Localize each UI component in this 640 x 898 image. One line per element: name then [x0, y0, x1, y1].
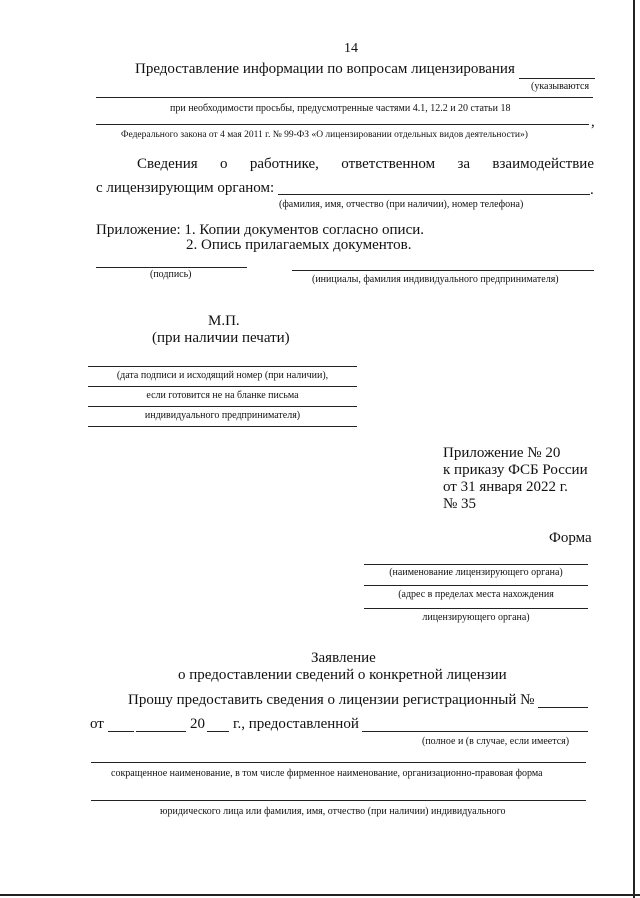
stamp-condition: (при наличии печати): [152, 330, 290, 346]
info-note-line-1: при необходимости просьбы, предусмотренные частями 4.1, 12.2 и 20 статьи 18: [170, 103, 511, 114]
employee-line-1: [137, 157, 594, 172]
statement-blank-line-1: [91, 762, 586, 763]
statement-year-prefix: 20: [190, 716, 205, 732]
appendix-line-1: Приложение № 20: [443, 445, 561, 461]
info-title-blank: [519, 78, 595, 79]
page-edge-right: [633, 0, 635, 898]
statement-from-label: от: [90, 716, 104, 732]
date-month-blank: [136, 731, 186, 732]
statement-title: Заявление: [311, 650, 376, 666]
page-edge-bottom: [0, 894, 640, 896]
date-caption-2: если готовится не на бланке письма: [146, 390, 299, 401]
name-line: [292, 270, 594, 271]
date-line-2: [88, 386, 357, 387]
date-line-1: [88, 366, 357, 367]
date-caption-3: индивидуального предпринимателя): [144, 410, 301, 421]
attachments-item-1: Приложение: 1. Копии документов согласно описи.: [96, 222, 425, 238]
employee-word: о: [220, 156, 228, 172]
statement-request: Прошу предоставить сведения о лицензии регистрационный №: [128, 692, 535, 708]
info-note-line-2: Федерального закона от 4 мая 2011 г. № 99-ФЗ «О лицензировании отдельных видов деятельности»): [121, 130, 528, 140]
statement-caption-2: сокращенное наименование, в том числе фирменное наименование, организационно-правовая форма: [111, 768, 543, 779]
info-title: Предоставление информации по вопросам лицензирования: [135, 61, 515, 77]
addressee-line-2: [364, 585, 588, 586]
signature-line: [96, 267, 247, 268]
info-blank-line-2: [96, 124, 589, 125]
employee-trailing-dot: .: [590, 182, 594, 198]
addressee-line-3: [364, 608, 588, 609]
employee-line-2: с лицензирующим органом:: [96, 180, 275, 196]
date-caption-1: (дата подписи и исходящий номер (при наличии),: [116, 370, 329, 381]
date-day-blank: [108, 731, 134, 732]
appendix-line-3: от 31 января 2022 г.: [443, 479, 568, 495]
signature-caption: (подпись): [150, 269, 192, 280]
stamp-label: М.П.: [208, 313, 240, 329]
statement-caption-3: юридического лица или фамилия, имя, отчество (при наличии) индивидуального: [160, 806, 506, 817]
license-number-blank: [538, 707, 588, 708]
employee-word: взаимодействие: [492, 156, 594, 172]
appendix-line-4: № 35: [443, 496, 477, 512]
addressee-caption-2: (адрес в пределах места нахождения: [398, 589, 554, 600]
employee-word: Сведения: [137, 156, 198, 172]
form-label: Форма: [549, 530, 592, 546]
name-caption: (инициалы, фамилия индивидуального предпринимателя): [312, 274, 559, 285]
statement-blank-line-2: [91, 800, 586, 801]
statement-caption-1: (полное и (в случае, если имеется): [422, 736, 570, 747]
employee-caption: (фамилия, имя, отчество (при наличии), номер телефона): [279, 199, 524, 210]
employee-blank-line: [278, 194, 590, 195]
licensee-name-blank: [362, 731, 588, 732]
employee-word: работнике,: [249, 156, 319, 172]
statement-year-suffix: г., предоставленной: [233, 716, 359, 732]
attachments-item-2: 2. Опись прилагаемых документов.: [186, 237, 412, 253]
appendix-line-2: к приказу ФСБ России: [443, 462, 588, 478]
statement-subtitle: о предоставлении сведений о конкретной лицензии: [178, 667, 507, 683]
info-blank-line-1: [96, 97, 593, 98]
employee-word: за: [457, 156, 471, 172]
info-trailing-comma: ,: [591, 114, 595, 130]
page-number: 14: [344, 41, 358, 56]
info-note-right: (указываются: [531, 81, 590, 92]
date-line-4: [88, 426, 357, 427]
employee-word: ответственном: [341, 156, 436, 172]
addressee-caption-3: лицензирующего органа): [422, 612, 530, 623]
date-line-3: [88, 406, 357, 407]
addressee-caption-1: (наименование лицензирующего органа): [389, 567, 563, 578]
date-year-blank: [207, 731, 229, 732]
addressee-line-1: [364, 564, 588, 565]
